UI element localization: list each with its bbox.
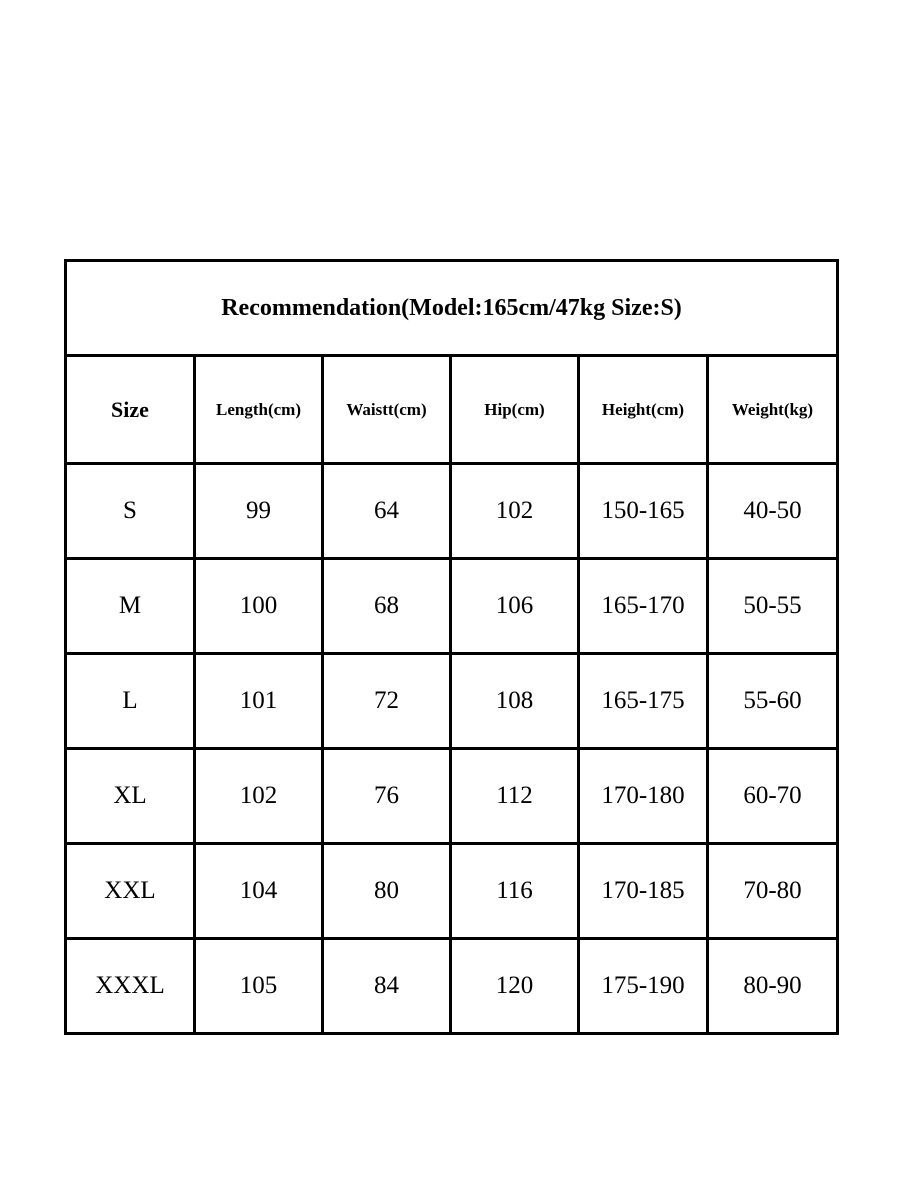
- cell-weight: 80-90: [708, 939, 838, 1034]
- header-height: Height(cm): [579, 356, 708, 464]
- cell-length: 105: [195, 939, 323, 1034]
- header-waist: Waistt(cm): [323, 356, 451, 464]
- header-hip: Hip(cm): [451, 356, 579, 464]
- cell-hip: 112: [451, 749, 579, 844]
- cell-waist: 72: [323, 654, 451, 749]
- cell-length: 102: [195, 749, 323, 844]
- table-row: [66, 844, 838, 939]
- table-row: [66, 464, 838, 559]
- header-length: Length(cm): [195, 356, 323, 464]
- cell-waist: 84: [323, 939, 451, 1034]
- cell-size: L: [66, 654, 195, 749]
- cell-weight: 50-55: [708, 559, 838, 654]
- cell-hip: 120: [451, 939, 579, 1034]
- cell-height: 165-175: [579, 654, 708, 749]
- cell-height: 175-190: [579, 939, 708, 1034]
- cell-length: 104: [195, 844, 323, 939]
- cell-size: XXL: [66, 844, 195, 939]
- cell-waist: 64: [323, 464, 451, 559]
- table-title: Recommendation(Model:165cm/47kg Size:S): [66, 261, 838, 356]
- cell-size: M: [66, 559, 195, 654]
- cell-height: 170-180: [579, 749, 708, 844]
- cell-height: 170-185: [579, 844, 708, 939]
- cell-waist: 68: [323, 559, 451, 654]
- header-size: Size: [66, 356, 195, 464]
- cell-size: XXXL: [66, 939, 195, 1034]
- cell-weight: 70-80: [708, 844, 838, 939]
- cell-weight: 60-70: [708, 749, 838, 844]
- cell-hip: 102: [451, 464, 579, 559]
- cell-height: 165-170: [579, 559, 708, 654]
- cell-hip: 108: [451, 654, 579, 749]
- header-row: [66, 356, 838, 464]
- table-row: [66, 939, 838, 1034]
- cell-waist: 76: [323, 749, 451, 844]
- cell-length: 100: [195, 559, 323, 654]
- cell-height: 150-165: [579, 464, 708, 559]
- cell-waist: 80: [323, 844, 451, 939]
- cell-hip: 116: [451, 844, 579, 939]
- size-chart-table: [64, 259, 839, 1035]
- table-row: [66, 654, 838, 749]
- cell-weight: 40-50: [708, 464, 838, 559]
- table-row: [66, 559, 838, 654]
- cell-hip: 106: [451, 559, 579, 654]
- cell-size: S: [66, 464, 195, 559]
- table-row: [66, 749, 838, 844]
- cell-length: 101: [195, 654, 323, 749]
- cell-size: XL: [66, 749, 195, 844]
- cell-length: 99: [195, 464, 323, 559]
- title-row: [66, 261, 838, 356]
- cell-weight: 55-60: [708, 654, 838, 749]
- header-weight: Weight(kg): [708, 356, 838, 464]
